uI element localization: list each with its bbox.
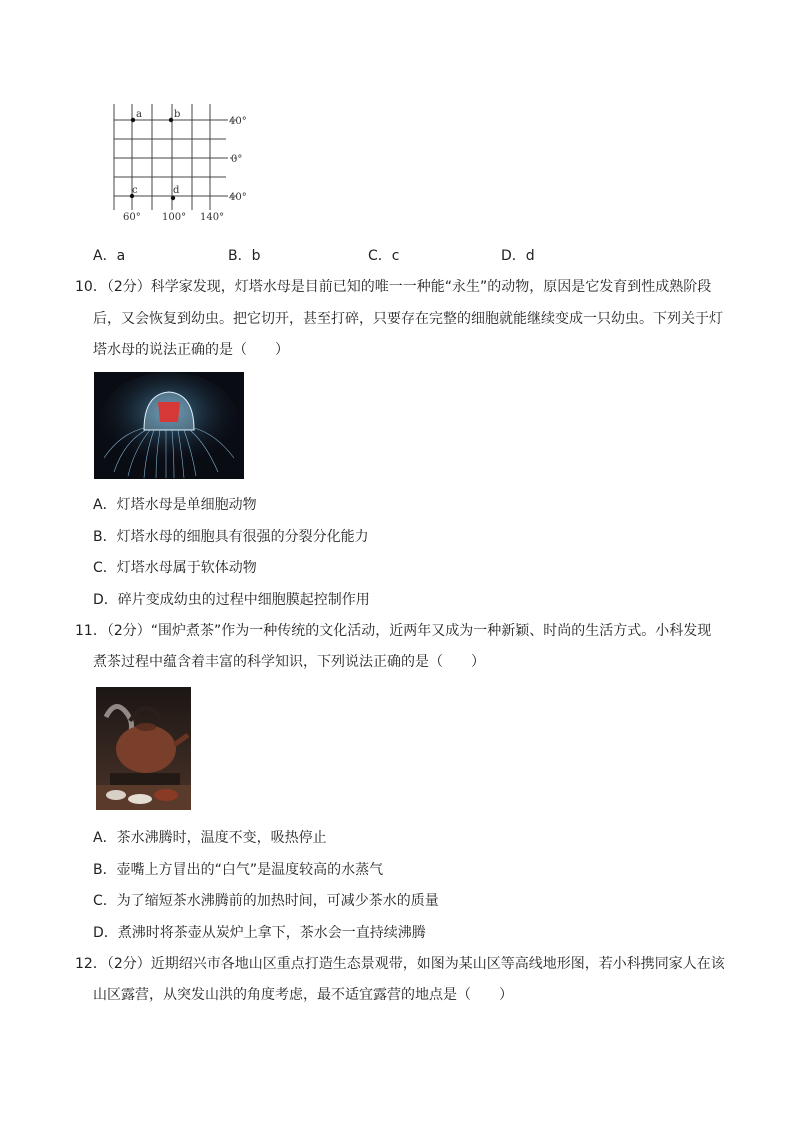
lat-label-bottom: 40° <box>229 192 247 203</box>
q12-stem-line-1: 12．（2分）近期绍兴市各地山区重点打造生态景观带，如图为某山区等高线地形图，若小科携同家人在该 <box>75 956 725 972</box>
q11-option-c[interactable]: C．为了缩短茶水沸腾前的加热时间，可减少茶水的质量 <box>93 893 439 909</box>
q9-options <box>0 246 794 266</box>
lat-label-mid: 0° <box>231 154 243 165</box>
point-a <box>131 118 135 122</box>
q10-option-c[interactable]: C．灯塔水母属于软体动物 <box>93 560 257 576</box>
point-label-d: d <box>173 185 180 196</box>
q10-option-a[interactable]: A．灯塔水母是单细胞动物 <box>93 497 257 513</box>
q12-stem-line-2: 山区露营，从突发山洪的角度考虑，最不适宜露营的地点是（ ） <box>93 987 513 1003</box>
q10-stem-line-3: 塔水母的说法正确的是（ ） <box>93 342 289 358</box>
point-d <box>171 196 175 200</box>
lon-label-100: 100° <box>162 212 187 223</box>
q10-option-d[interactable]: D．碎片变成幼虫的过程中细胞膜起控制作用 <box>93 592 370 608</box>
point-label-c: c <box>132 185 138 196</box>
q11-stem-line-1: 11．（2分）“围炉煮茶”作为一种传统的文化活动，近两年又成为一种新颖、时尚的生活方式。小科发现 <box>75 623 712 639</box>
q9-option-a[interactable]: A．a <box>93 248 126 264</box>
q9-option-b[interactable]: B．b <box>228 248 261 264</box>
point-b <box>169 118 173 122</box>
q11-option-d[interactable]: D．煮沸时将茶壶从炭炉上拿下，茶水会一直持续沸腾 <box>93 925 426 941</box>
point-label-a: a <box>136 109 142 120</box>
jellyfish-photo <box>94 372 244 479</box>
lat-label-top: 40° <box>229 116 247 127</box>
teapot-photo <box>96 687 191 810</box>
q10-stem-line-1: 10．（2分）科学家发现，灯塔水母是目前已知的唯一一种能“永生”的动物，原因是它发育到性成熟阶段 <box>75 279 712 295</box>
lon-label-140: 140° <box>200 212 225 223</box>
point-label-b: b <box>174 109 181 120</box>
q10-stem-line-2: 后，又会恢复到幼虫。把它切开，甚至打碎，只要存在完整的细胞就能继续变成一只幼虫。下列关于灯 <box>93 311 723 327</box>
q10-option-b[interactable]: B．灯塔水母的细胞具有很强的分裂分化能力 <box>93 529 369 545</box>
q11-option-b[interactable]: B．壶嘴上方冒出的“白气”是温度较高的水蒸气 <box>93 862 384 878</box>
q9-option-d[interactable]: D．d <box>501 248 535 264</box>
q11-option-a[interactable]: A．茶水沸腾时，温度不变，吸热停止 <box>93 830 327 846</box>
q9-option-c[interactable]: C．c <box>368 248 400 264</box>
q11-stem-line-2: 煮茶过程中蕴含着丰富的科学知识，下列说法正确的是（ ） <box>93 654 485 670</box>
lon-label-60: 60° <box>123 212 141 223</box>
lat-long-grid-figure <box>96 100 266 232</box>
